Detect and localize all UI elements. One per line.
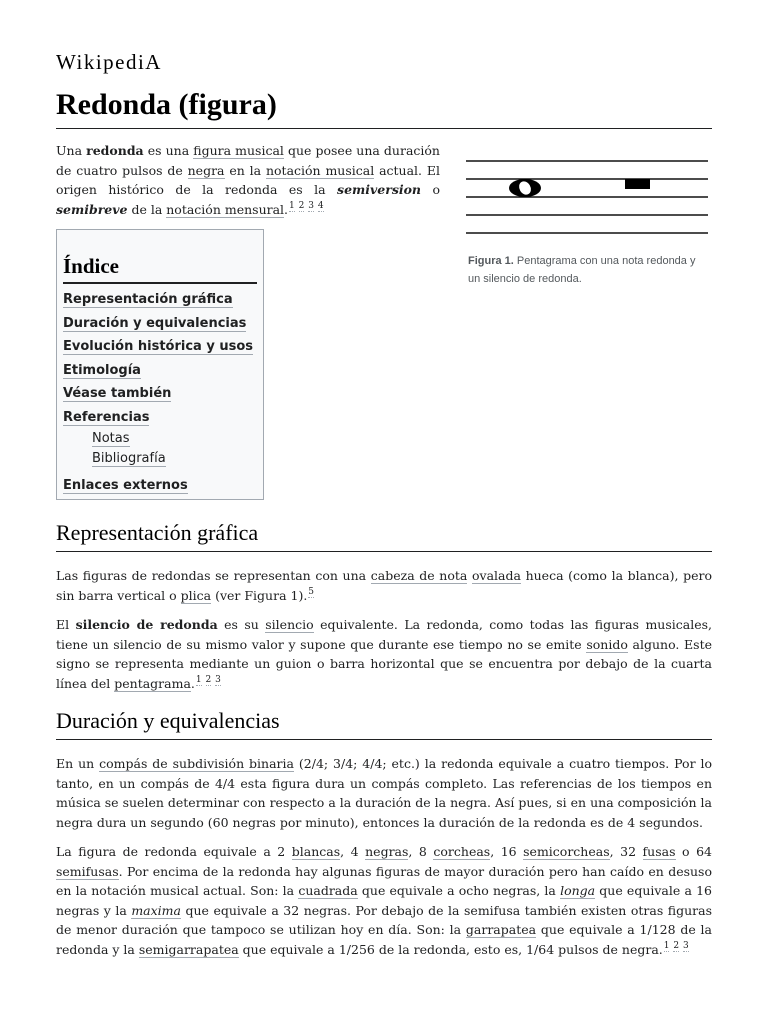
- whole-note-icon: [509, 179, 541, 197]
- section-heading: Duración y equivalencias: [56, 706, 712, 740]
- toc-item: [63, 312, 257, 336]
- link-semifusas[interactable]: semifusas: [56, 863, 119, 879]
- link-notacion-musical[interactable]: notación musical: [265, 162, 375, 178]
- reference-link[interactable]: 3: [215, 675, 221, 686]
- bold-term: silencio de redonda: [75, 617, 218, 632]
- link-cuadrada[interactable]: cuadrada: [298, 883, 358, 898]
- lead-paragraph: Una redonda es una figura musical que posee una duración de cuatro pulsos de negra en la notación musical actual. El origen histórico de la redonda es la semiversion o semibreve de la notación mensural.$^{1 2 3 4}$: [56, 143, 440, 217]
- toc-list: [63, 288, 257, 498]
- table-of-contents: [56, 229, 264, 500]
- reference-link[interactable]: 5: [308, 587, 315, 598]
- toc-link-bibliografia[interactable]: Bibliografía: [92, 451, 166, 466]
- paragraph: La figura de redonda equivale a 2 blancas, 4 negras, 8 corcheas, 16 semicorcheas, 32 fusas o 64 semifusas. Por encima de la redonda hay algunas figuras de mayor duración pero han caído en desuso en la notación musical actual. Son: la cuadrada que equivale a ocho negras, la longa que equivale a 16 negras y la maxima que equivale a 32 negras. Por debajo de la semifusa también existen otras figuras de menor duración que tampoco se utilizan hoy en día. Son: la garrapatea que equivale a 1/128 de la redonda y la semigarrapatea que equivale a 1/256 de la redonda, esto es, 1/64 pulsos de negra.$^{1 2 3}$: [56, 844, 713, 957]
- toc-link-referencias[interactable]: Referencias: [63, 409, 150, 425]
- toc-item: [63, 288, 257, 312]
- reference-link[interactable]: 4: [317, 201, 324, 212]
- toc-link-vease[interactable]: Véase también: [63, 386, 172, 401]
- link-cabeza-de-nota[interactable]: cabeza de nota: [370, 568, 468, 583]
- section-duracion: [56, 706, 712, 969]
- link-notacion-mensural[interactable]: notación mensural: [166, 201, 285, 217]
- section-heading: Representación gráfica: [56, 518, 712, 552]
- bold-term: redonda: [86, 143, 144, 158]
- toc-subitem: [63, 429, 257, 449]
- reference-link[interactable]: 3: [682, 941, 689, 952]
- page-title: Redonda (figura): [56, 86, 712, 129]
- link-semicorcheas[interactable]: semicorcheas: [523, 844, 610, 859]
- figure-caption: Figura 1. Pentagrama con una nota redonda y un silencio de redonda.: [468, 255, 696, 285]
- link-fusas[interactable]: fusas: [642, 844, 676, 859]
- toc-link-representacion[interactable]: Representación gráfica: [63, 292, 233, 307]
- link-garrapatea[interactable]: garrapatea: [465, 922, 537, 937]
- link-figura-musical[interactable]: figura musical: [193, 143, 284, 158]
- link-sonido[interactable]: sonido: [586, 636, 628, 652]
- link-maxima[interactable]: maxima: [131, 902, 181, 918]
- toc-subitem: [63, 449, 257, 469]
- link-pentagrama[interactable]: pentagrama: [114, 675, 191, 691]
- link-longa[interactable]: longa: [560, 883, 596, 898]
- link-plica[interactable]: plica: [180, 587, 212, 603]
- staff-image[interactable]: [464, 148, 710, 236]
- reference-link[interactable]: 1: [663, 941, 670, 952]
- link-silencio[interactable]: silencio: [265, 617, 314, 632]
- toc-item: [63, 382, 257, 406]
- toc-item: [63, 474, 257, 498]
- reference-link[interactable]: 1: [195, 675, 202, 686]
- toc-item: [63, 406, 257, 430]
- wikipedia-wordmark[interactable]: WikipediA: [56, 50, 162, 74]
- toc-title: Índice: [63, 252, 257, 284]
- toc-link-duracion[interactable]: Duración y equivalencias: [63, 315, 247, 331]
- toc-link-etimologia[interactable]: Etimología: [63, 362, 141, 378]
- toc-item: [63, 335, 257, 359]
- link-compas-binaria[interactable]: compás de subdivisión binaria: [99, 756, 294, 771]
- bold-italic-term: semiversion: [337, 182, 422, 197]
- reference-link[interactable]: 3: [308, 201, 314, 212]
- bold-italic-term: semibreve: [56, 201, 128, 217]
- paragraph: En un compás de subdivisión binaria (2/4; 3/4; 4/4; etc.) la redonda equivale a cuatro tiempos. Por lo tanto, en un compás de 4/4 esta figura dura un compás completo. Las referencias de los tiempos en música se suelen determinar con respecto a la duración de la negra. Así pues, si en una composición la negra dura un segundo (60 negras por minuto), entonces la duración de la redonda es de 4 segundos.: [56, 756, 712, 830]
- link-ovalada[interactable]: ovalada: [472, 568, 521, 583]
- link-corcheas[interactable]: corcheas: [433, 844, 491, 859]
- reference-link[interactable]: 2: [298, 201, 305, 212]
- toc-link-notas[interactable]: Notas: [92, 431, 130, 446]
- paragraph: Las figuras de redondas se representan con una cabeza de nota ovalada hueca (como la blanca), pero sin barra vertical o plica (ver Figura 1).$^5$: [56, 568, 712, 603]
- toc-link-evolucion[interactable]: Evolución histórica y usos: [63, 339, 253, 354]
- link-semigarrapatea[interactable]: semigarrapatea: [138, 941, 239, 957]
- link-blancas[interactable]: blancas: [291, 844, 341, 859]
- paragraph: El silencio de redonda es su silencio equivalente. La redonda, como todas las figuras musicales, tiene un silencio de su mismo valor y supone que durante ese tiempo no se emite sonido alguno. Este signo se representa mediante un guion o barra horizontal que se encuentra por debajo de la cuarta línea del pentagrama.$^{1 2 3}$: [56, 617, 712, 691]
- link-negra[interactable]: negra: [187, 162, 225, 178]
- section-representacion: [56, 518, 712, 703]
- whole-rest-icon: [625, 179, 650, 189]
- link-negras[interactable]: negras: [365, 844, 409, 859]
- reference-link[interactable]: 2: [205, 675, 212, 686]
- reference-link[interactable]: 1: [289, 201, 295, 212]
- toc-item: [63, 359, 257, 383]
- reference-link[interactable]: 2: [673, 941, 680, 952]
- figure-staff: [464, 148, 710, 288]
- toc-link-enlaces[interactable]: Enlaces externos: [63, 478, 188, 493]
